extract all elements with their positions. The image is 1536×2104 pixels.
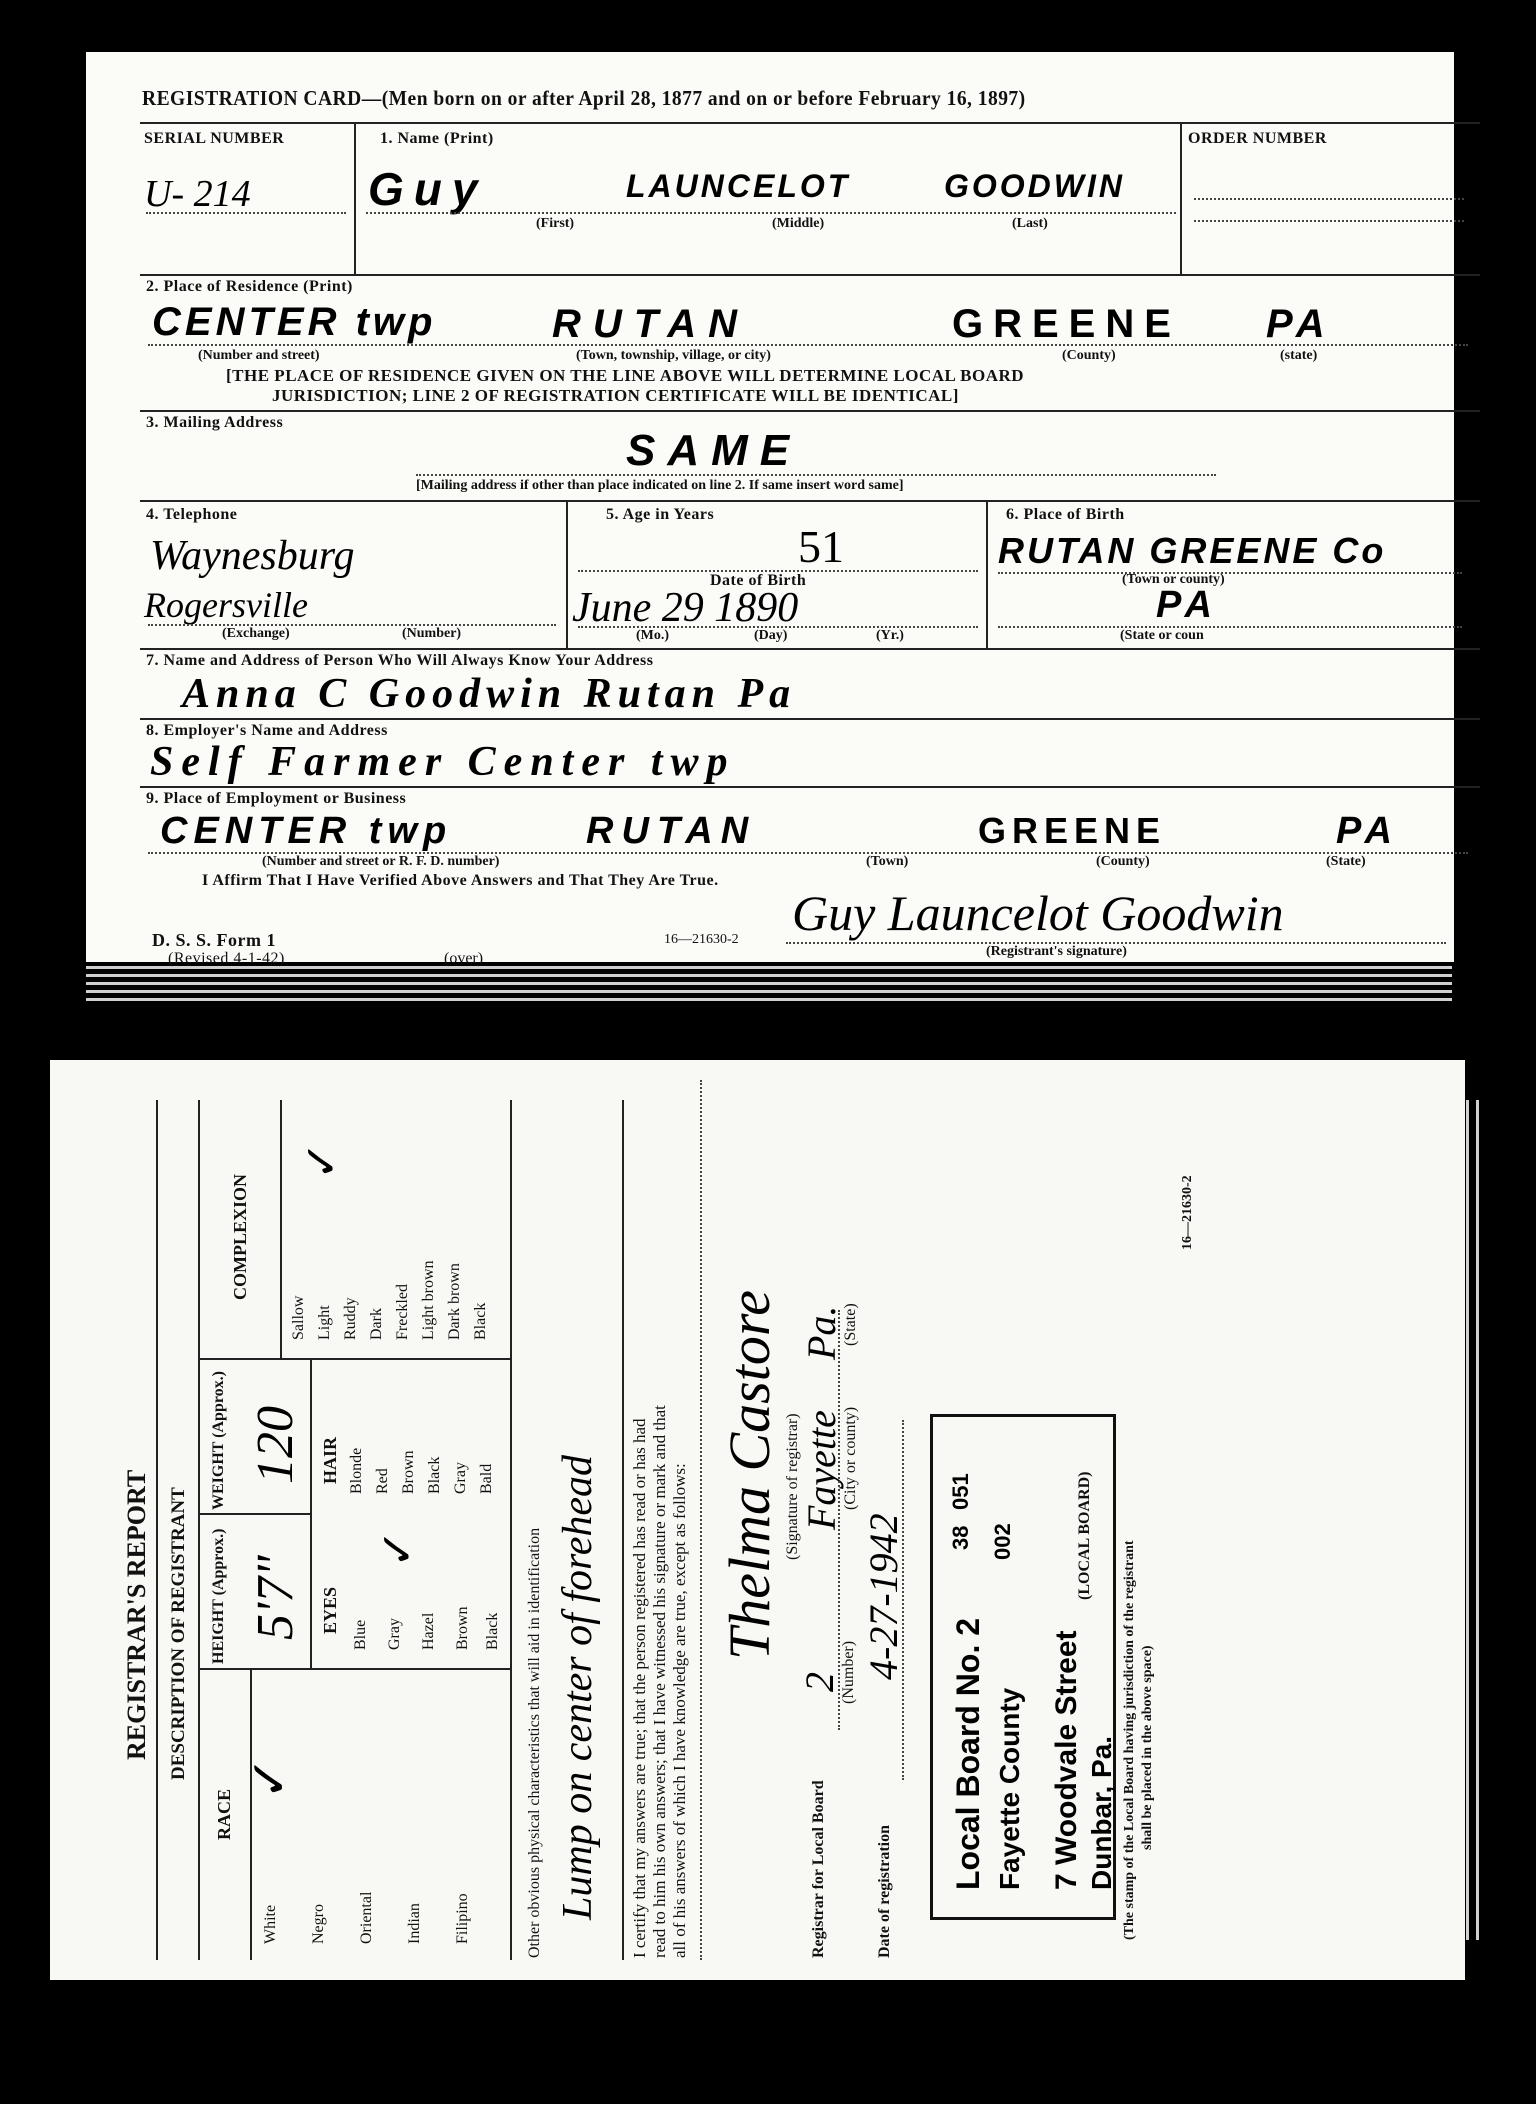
hair-black: Black [426, 1456, 443, 1494]
order-number-label: ORDER NUMBER [1188, 130, 1327, 147]
description-subtitle: DESCRIPTION OF REGISTRANT [168, 1487, 189, 1780]
employment-county: GREENE [978, 810, 1167, 851]
residence-county-label: (County) [1062, 348, 1116, 363]
exchange-label: (Exchange) [222, 626, 290, 641]
age-value: 51 [798, 521, 844, 572]
hair-blonde: Blonde [348, 1447, 365, 1494]
residence-county: GREENE [952, 302, 1181, 346]
stamp-city: Dunbar, Pa. [1086, 1735, 1117, 1890]
name-last: GOODWIN [944, 168, 1125, 204]
telephone-label: 4. Telephone [146, 506, 238, 523]
height-label: HEIGHT (Approx.) [210, 1528, 227, 1664]
registrar-for-local-board-label: Registrar for Local Board [810, 1780, 827, 1958]
stamp-number-051: 051 [948, 1473, 973, 1510]
back-print-code: 16—21630-2 [1180, 1175, 1195, 1250]
telephone-line2: Rogersville [144, 585, 308, 625]
print-code: 16—21630-2 [664, 932, 739, 947]
complexion-ruddy: Ruddy [342, 1297, 359, 1340]
other-characteristics-label: Other obvious physical characteristics that will aid in identification [526, 1527, 543, 1958]
complexion-light: Light [316, 1305, 333, 1340]
last-label: (Last) [1012, 216, 1048, 231]
city-or-county-label: (City or county) [842, 1406, 859, 1510]
telephone-number-label: (Number) [402, 626, 462, 641]
other-characteristics-value: Lump on center of forehead [555, 1454, 601, 1920]
stamp-note-line2: shall be placed in the above space) [1140, 1645, 1155, 1850]
board-number-label: (Number) [840, 1640, 857, 1704]
certify-line1: I certify that my answers are true; that the person registered has read or has had [630, 1418, 649, 1958]
birthplace-town: RUTAN GREENE Co [998, 530, 1387, 571]
race-white: White [262, 1904, 279, 1944]
race-label: RACE [214, 1788, 234, 1840]
race-indian: Indian [406, 1903, 423, 1944]
eyes-gray: Gray [386, 1618, 403, 1650]
registrant-signature: Guy Launcelot Goodwin [792, 885, 1284, 941]
dob-label: Date of Birth [710, 572, 807, 589]
certify-line3: all of his answers of which I have knowledge are true, except as follows: [670, 1463, 689, 1958]
contact-label: 7. Name and Address of Person Who Will Always Know Your Address [146, 652, 654, 669]
over-note: (over) [444, 950, 484, 967]
employment-town-label: (Town) [866, 854, 909, 869]
card-header: REGISTRATION CARD—(Men born on or after April 28, 1877 and on or before February 16, 1897) [142, 86, 1026, 110]
front-card-stack-edges [86, 960, 1452, 1010]
complexion-black: Black [472, 1302, 489, 1340]
race-negro: Negro [310, 1904, 327, 1944]
complexion-dark-brown: Dark brown [446, 1263, 463, 1340]
complexion-dark: Dark [368, 1308, 385, 1340]
middle-label: (Middle) [772, 216, 825, 231]
serial-number-label: SERIAL NUMBER [144, 130, 285, 147]
employment-county-label: (County) [1096, 854, 1150, 869]
dob-day-label: (Day) [754, 628, 788, 643]
hair-bald: Bald [478, 1463, 495, 1494]
employer-label: 8. Employer's Name and Address [146, 722, 388, 739]
employer-value: Self Farmer Center twp [150, 739, 736, 785]
date-of-registration-value: 4-27-1942 [861, 1513, 906, 1680]
registrar-county: Fayette [799, 1410, 844, 1530]
employment-state-label: (State) [1326, 854, 1366, 869]
name-label: 1. Name (Print) [380, 130, 494, 147]
residence-street-label: (Number and street) [198, 348, 320, 363]
serial-number-value: U- 214 [144, 173, 251, 215]
registrar-state: Pa. [799, 1305, 844, 1360]
race-check-mark: ✓ [242, 1756, 299, 1800]
first-label: (First) [536, 216, 575, 231]
registrars-report-title: REGISTRAR'S REPORT [122, 1469, 151, 1760]
form-revised: (Revised 4-1-42) [168, 950, 285, 967]
affirm-statement: I Affirm That I Have Verified Above Answers and That They Are True. [202, 872, 719, 889]
birthplace-town-label: (Town or county) [1122, 572, 1225, 587]
jurisdiction-line1: [THE PLACE OF RESIDENCE GIVEN ON THE LINE ABOVE WILL DETERMINE LOCAL BOARD [226, 366, 1025, 385]
weight-value: 120 [247, 1406, 304, 1484]
residence-state-label: (state) [1280, 348, 1318, 363]
certify-line2: read to him his own answers; that I have witnessed his signature or mark and that [650, 1405, 669, 1958]
employment-street-label: (Number and street or R. F. D. number) [262, 854, 500, 869]
stamp-street: 7 Woodvale Street [1050, 1630, 1083, 1890]
mailing-note: [Mailing address if other than place indicated on line 2. If same insert word same] [416, 478, 904, 493]
hair-red: Red [374, 1468, 391, 1494]
residence-street: CENTER twp [152, 300, 437, 344]
stamp-local-board: Local Board No. 2 [950, 1617, 986, 1890]
mailing-value: SAME [626, 426, 802, 475]
eyes-label: EYES [320, 1586, 340, 1634]
registrar-signature: Thelma Castore [717, 1289, 782, 1660]
residence-town-label: (Town, township, village, or city) [576, 348, 771, 363]
registrant-signature-label: (Registrant's signature) [986, 944, 1127, 959]
residence-state: PA [1266, 302, 1331, 346]
stamp-county: Fayette County [994, 1687, 1025, 1890]
state-label: (State) [842, 1303, 859, 1346]
weight-label: WEIGHT (Approx.) [210, 1371, 227, 1510]
birthplace-state-label: (State or coun [1120, 628, 1204, 643]
jurisdiction-line2: JURISDICTION; LINE 2 OF REGISTRATION CERTIFICATE WILL BE IDENTICAL] [272, 386, 959, 405]
dob-value: June 29 1890 [572, 585, 799, 631]
birthplace-state: PA [1156, 584, 1218, 626]
complexion-check-mark: ✓ [296, 1141, 347, 1180]
back-card-content [50, 1060, 1465, 1980]
employment-town: RUTAN [586, 810, 757, 852]
date-of-registration-label: Date of registration [876, 1825, 893, 1958]
dob-year-label: (Yr.) [876, 628, 904, 643]
employment-state: PA [1336, 810, 1398, 852]
stamp-number-002: 002 [990, 1523, 1015, 1560]
employment-street: CENTER twp [160, 810, 453, 852]
complexion-label: COMPLEXION [230, 1174, 250, 1300]
eyes-check-mark: ✓ [372, 1529, 423, 1568]
birthplace-label: 6. Place of Birth [1006, 506, 1125, 523]
race-filipino: Filipino [454, 1893, 471, 1944]
complexion-light-brown: Light brown [420, 1260, 437, 1340]
stamp-number-38: 38 [948, 1525, 973, 1550]
residence-town: RUTAN [552, 302, 750, 346]
registrar-board-number: 2 [797, 1672, 842, 1692]
residence-label: 2. Place of Residence (Print) [146, 278, 353, 295]
height-value: 5'7" [247, 1555, 304, 1640]
complexion-freckled: Freckled [394, 1284, 411, 1340]
name-middle: LAUNCELOT [626, 168, 851, 204]
hair-label: HAIR [320, 1436, 340, 1484]
telephone-line1: Waynesburg [150, 533, 355, 579]
contact-value: Anna C Goodwin Rutan Pa [182, 671, 797, 717]
registration-card-front [86, 52, 1454, 967]
name-first: Guy [368, 163, 488, 215]
stamp-note-line1: (The stamp of the Local Board having jurisdiction of the registrant [1122, 1540, 1137, 1940]
race-oriental: Oriental [358, 1891, 375, 1944]
eyes-brown: Brown [454, 1606, 471, 1650]
employment-label: 9. Place of Employment or Business [146, 790, 407, 807]
dob-month-label: (Mo.) [636, 628, 670, 643]
eyes-blue: Blue [352, 1619, 369, 1650]
mailing-label: 3. Mailing Address [146, 414, 284, 431]
age-label: 5. Age in Years [606, 506, 715, 523]
stamp-local-board-label: (LOCAL BOARD) [1076, 1471, 1093, 1600]
hair-brown: Brown [400, 1450, 417, 1494]
registration-card-back [50, 1060, 1465, 1980]
eyes-black: Black [484, 1612, 501, 1650]
complexion-sallow: Sallow [290, 1295, 307, 1340]
form-id: D. S. S. Form 1 [152, 930, 276, 950]
signature-of-registrar-label: (Signature of registrar) [784, 1413, 801, 1560]
eyes-hazel: Hazel [420, 1612, 437, 1650]
hair-gray: Gray [452, 1462, 469, 1494]
